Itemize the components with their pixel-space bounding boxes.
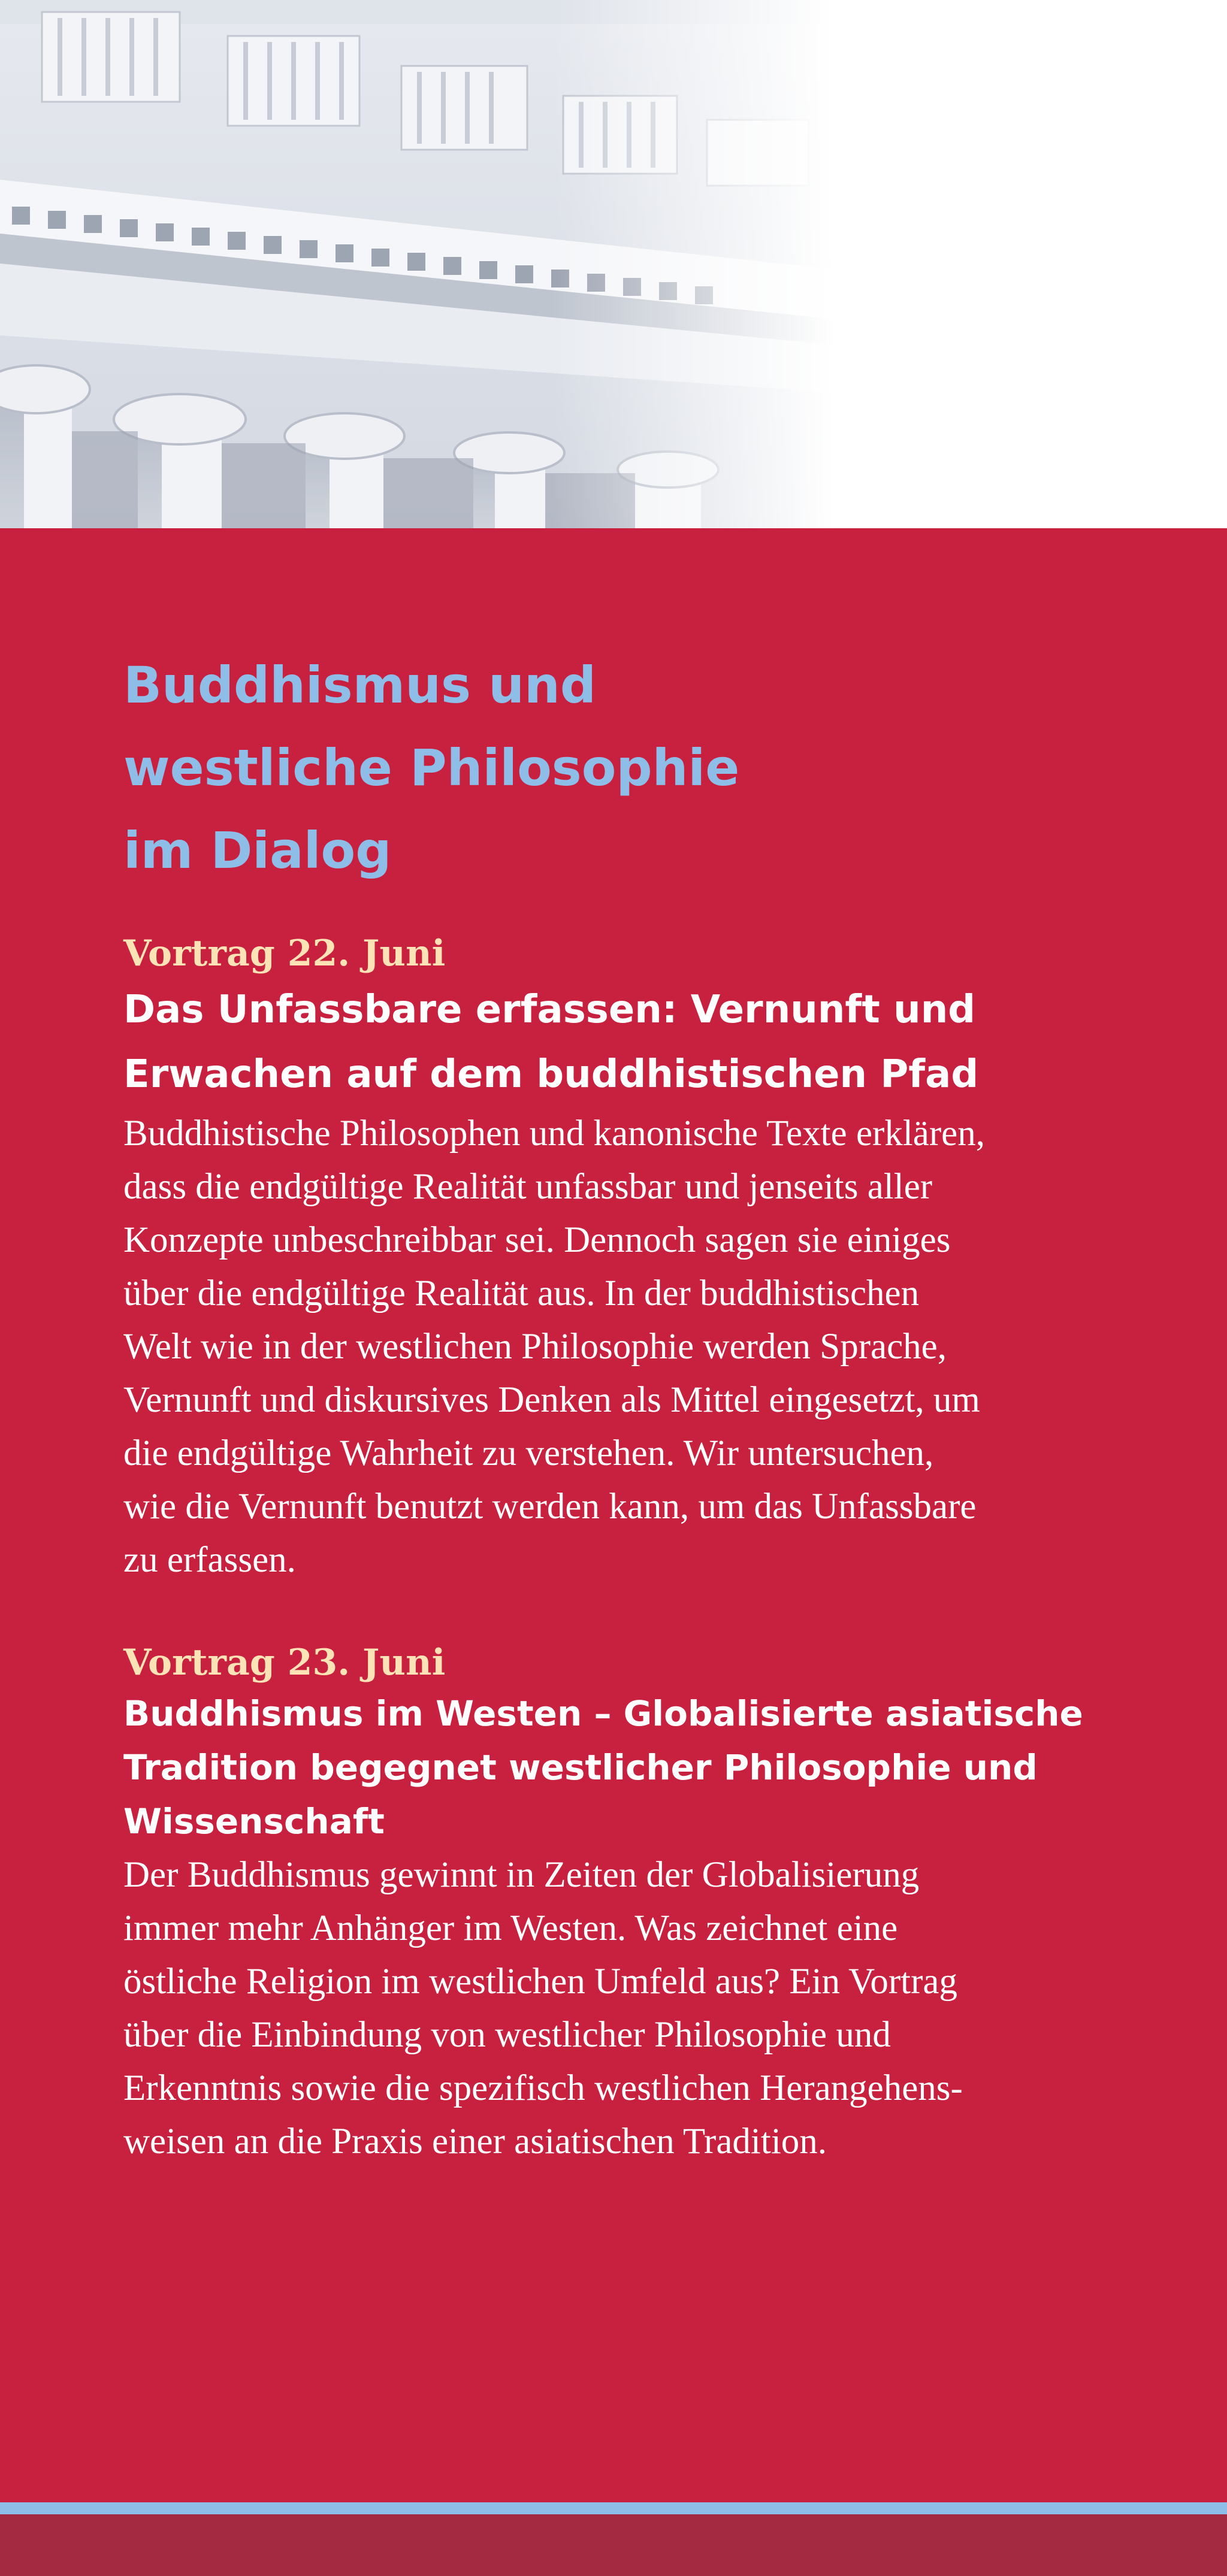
description-line: östliche Religion im westlichen Umfeld aus? Ein Vortrag	[123, 1961, 958, 2002]
talk-section-1	[123, 930, 1130, 1587]
description-line: immer mehr Anhänger im Westen. Was zeichnet eine	[123, 1908, 898, 1948]
description-line: zu erfassen.	[123, 1540, 296, 1580]
talk-title	[123, 977, 1130, 1107]
talk-title-line: Tradition begegnet westlicher Philosophie und	[123, 1747, 1038, 1788]
description-line: Erkenntnis sowie die spezifisch westlichen Herangehens-	[123, 2068, 963, 2108]
page-title	[123, 644, 1142, 892]
talk-title-line: Wissenschaft	[123, 1801, 385, 1842]
talk-section-2	[123, 1639, 1130, 2168]
description-line: weisen an die Praxis einer asiatischen Tradition.	[123, 2121, 827, 2162]
title-line: im Dialog	[123, 821, 392, 880]
title-line: Buddhismus und	[123, 656, 596, 715]
description-line: die endgültige Wahrheit zu verstehen. Wir untersuchen,	[123, 1433, 934, 1473]
description-line: Der Buddhismus gewinnt in Zeiten der Globalisierung	[123, 1855, 920, 1895]
talk-title	[123, 1687, 1130, 1848]
talk-description	[123, 1107, 1130, 1587]
building-facade-illustration	[0, 0, 1227, 528]
talk-date: Vortrag 22. Juni	[123, 933, 446, 974]
talk-description	[123, 1848, 1130, 2168]
description-line: Buddhistische Philosophen und kanonische Texte erklären,	[123, 1113, 985, 1154]
description-line: Konzepte unbeschreibbar sei. Dennoch sagen sie einiges	[123, 1220, 951, 1260]
talk-title-line: Erwachen auf dem buddhistischen Pfad	[123, 1052, 979, 1097]
description-line: wie die Vernunft benutzt werden kann, um das Unfassbare	[123, 1487, 977, 1527]
description-line: über die Einbindung von westlicher Philosophie und	[123, 2015, 891, 2055]
title-line: westliche Philosophie	[123, 738, 740, 797]
description-line: Vernunft und diskursives Denken als Mittel eingesetzt, um	[123, 1380, 980, 1420]
description-line: dass die endgültige Realität unfassbar und jenseits aller	[123, 1167, 933, 1207]
building-photo	[0, 0, 1227, 528]
description-line: Welt wie in der westlichen Philosophie werden Sprache,	[123, 1327, 947, 1367]
talk-title-line: Das Unfassbare erfassen: Vernunft und	[123, 988, 976, 1032]
talk-date: Vortrag 23. Juni	[123, 1642, 446, 1684]
footer-accent-stripe	[0, 2502, 1227, 2514]
footer-band	[0, 2514, 1227, 2576]
talk-title-line: Buddhismus im Westen – Globalisierte asiatische	[123, 1693, 1083, 1734]
description-line: über die endgültige Realität aus. In der buddhistischen	[123, 1273, 920, 1313]
